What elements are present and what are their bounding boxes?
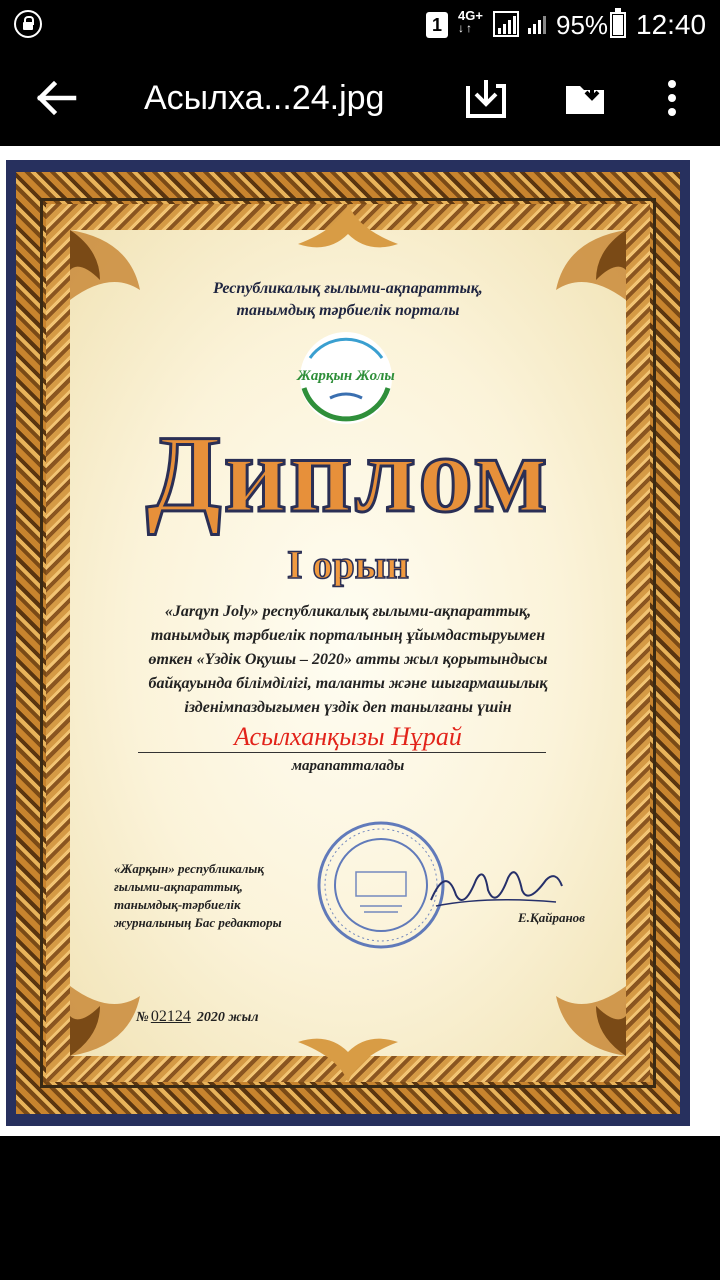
signal-strength-icon-2 <box>524 10 552 38</box>
logo-text: Жарқын Жолы <box>297 368 395 384</box>
more-vert-icon[interactable] <box>646 72 698 124</box>
diploma-title: Диплом <box>146 413 550 535</box>
body-line: «Jarqyn Joly» республикалық ғылыми-ақпараттық, <box>164 603 532 620</box>
status-bar <box>0 0 720 50</box>
editor-title <box>114 860 314 932</box>
signal-strength-icon <box>492 10 520 38</box>
bottom-center-ornament-icon <box>298 1032 398 1082</box>
editor-line: танымдық-тәрбиелік <box>114 897 241 912</box>
corner-ornament-icon <box>70 936 190 1056</box>
sim-badge: 1 <box>426 12 448 38</box>
number-value: 02124 <box>150 1008 191 1025</box>
download-icon[interactable] <box>460 72 512 124</box>
top-center-ornament-icon <box>298 204 398 254</box>
awarded-text: марапатталады <box>291 758 405 774</box>
document-year: 2020 жыл <box>196 1010 259 1025</box>
body-line: өткен «Үздік Оқушы – 2020» атты жыл қорытындысы <box>148 651 548 668</box>
diploma-image <box>6 160 690 1126</box>
corner-ornament-icon <box>506 936 626 1056</box>
portal-name-line1: Республикалық ғылыми-ақпараттық, <box>213 280 483 297</box>
battery-icon <box>610 12 626 38</box>
battery-percentage: 95% <box>556 10 609 40</box>
editor-line: «Жарқын» республикалық <box>114 861 264 876</box>
portal-name <box>6 278 690 322</box>
recipient-name: Асылханқызы Нұрай <box>234 722 462 751</box>
signer-name: Е.Қайранов <box>518 910 585 925</box>
body-line: танымдық тәрбиелік порталының ұйымдастыруымен <box>150 627 546 644</box>
app-bar <box>0 50 720 146</box>
file-title: Асылха...24.jpg <box>144 79 385 117</box>
recipient-underline <box>138 752 546 753</box>
editor-line: ғылыми-ақпараттық, <box>114 879 243 894</box>
editor-line: журналының Бас редакторы <box>114 915 282 930</box>
document-number <box>136 1008 259 1026</box>
back-arrow-icon[interactable] <box>30 72 82 124</box>
place-label: I орын <box>286 542 410 587</box>
network-type: 4G+ ↓↑ <box>458 8 483 35</box>
bottom-area <box>0 1136 720 1280</box>
body-line: ізденімпаздығымен үздік деп танылғаны үшін <box>184 699 512 716</box>
image-viewer[interactable] <box>0 146 720 1136</box>
clock: 12:40 <box>636 9 707 40</box>
number-label: № <box>136 1010 149 1025</box>
diploma-body <box>6 600 690 720</box>
save-to-folder-icon[interactable] <box>560 72 612 124</box>
body-line: байқауында білімділігі, таланты және шығармашылық <box>148 675 548 692</box>
portal-name-line2: танымдық тәрбиелік порталы <box>236 302 460 319</box>
lock-icon <box>14 10 42 38</box>
